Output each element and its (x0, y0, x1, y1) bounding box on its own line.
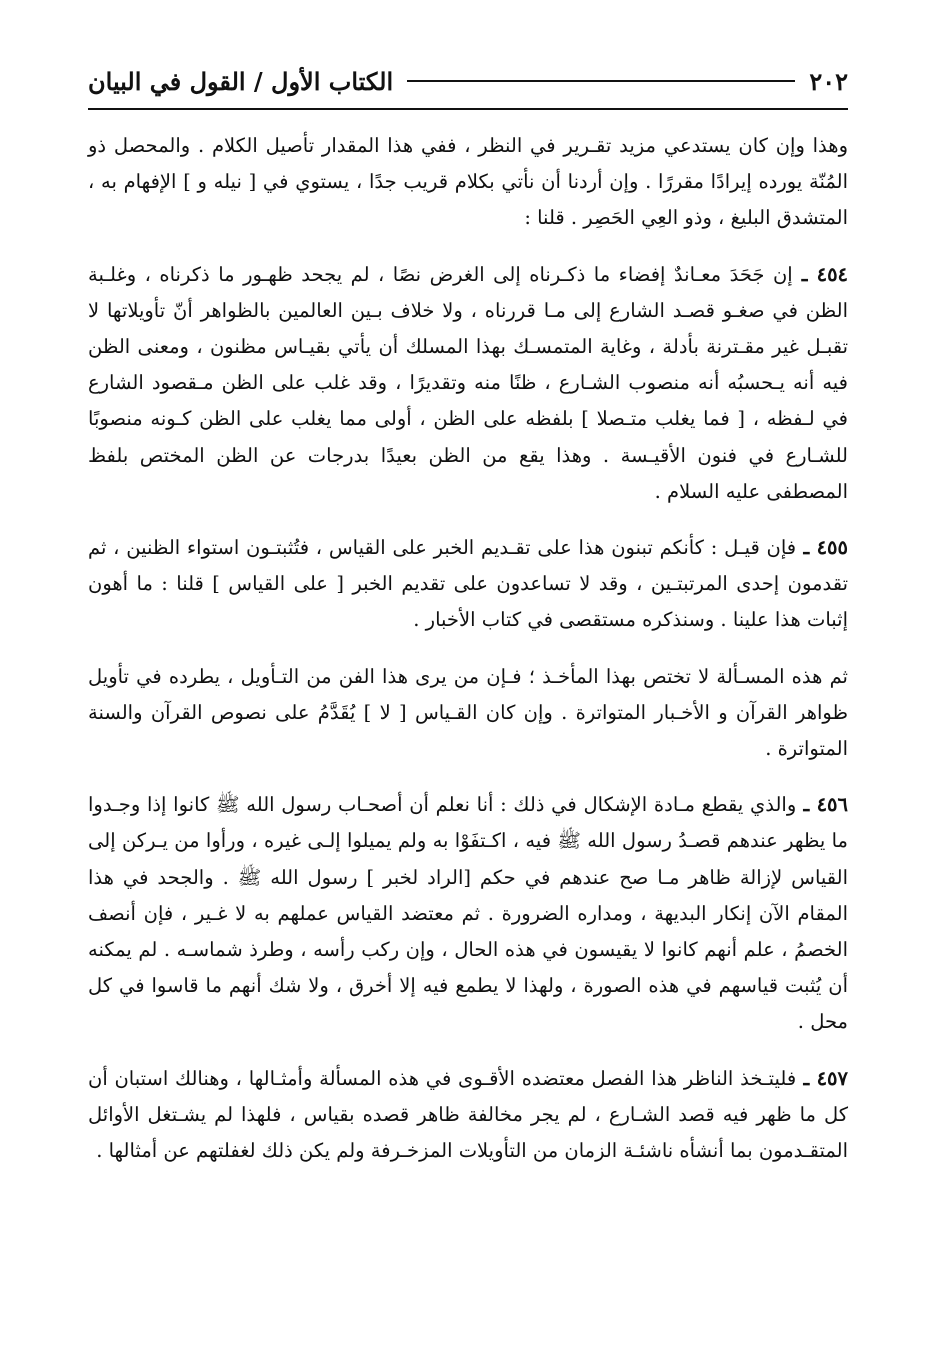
running-header (88, 58, 848, 104)
paragraph-number: ٤٥٧ ـ (796, 1066, 848, 1090)
paragraph-intro (88, 128, 848, 237)
page-number: ٢٠٢ (809, 66, 848, 96)
paragraph-number: ٤٥٥ ـ (796, 536, 848, 560)
paragraph-455 (88, 530, 848, 639)
chapter-title: الكتاب الأول / القول في البيان (88, 66, 394, 96)
paragraph-text: وهذا وإن كان يستدعي مزيد تقـرير في النظر ، ففي هذا المقدار تأصيل الكلام . والمحصل ذو المُنّة يورده إيرادًا مقررًا . وإن أردنا أن نأتي بكلام قريب جدًا ، يستوي في [ نيله و ] الإفهام به ، المتشدق البليغ ، وذو العِي الحَصِر . قلنا : (88, 134, 848, 230)
header-divider (88, 108, 848, 110)
paragraph-text: فليتـخذ الناظر هذا الفصل معتضده الأقـوى في هذه المسألة وأمثـالها ، وهنالك استبان أن كل ما ظهر فيه قصد الشـارع ، لم يجر مخالفة ظاهر قصده بقياس ، فلهذا لم يشـتغل الأوائل المتقـدمون بما أنشأه ناشئـة الزمان من التأويلات المزخـرفة ولم يكن ذلك لغفلتهم عن أمثالها . (88, 1066, 848, 1163)
paragraph-text: والذي يقطع مـادة الإشكال في ذلك : أنا نعلم أن أصحـاب رسول الله ﷺ كانوا إذا وجـدوا ما يظهر عندهم قصـدُ رسول الله ﷺ فيه ، اكـتفَوْا به ولم يميلوا إلـى غيره ، ورأوا من يـركن إلى القياس لإزالة ظاهر مـا صح عندهم في حكم [الراد لخبر ] رسول الله ﷺ . والجحد في هذا المقام الآن إنكار البديهة ، ومداره الضرورة . ثم معتضد القياس عملهم به لا غـير ، فإن أنصف الخصمُ ، علم أنهم كانوا لا يقيسون في هذه الحال ، وإن ركب رأسه ، وطرذ شماسـه . لم يمكنه أن يُثبت قياسهم في هذه الصورة ، ولهذا لا يطمع فيه إلا أخرق ، ولا شك أنهم ما قاسوا في كل محل . (88, 793, 848, 1034)
paragraph-455-continued (88, 659, 848, 768)
paragraph-number: ٤٥٦ ـ (796, 793, 848, 817)
paragraph-number: ٤٥٤ ـ (792, 262, 849, 286)
paragraph-text: ثم هذه المسـألة لا تختص بهذا المأخـذ ؛ فـإن من يرى هذا الفن من التـأويل ، يطرده في تأويل ظواهر القرآن و الأخـبار المتواترة . وإن كان القـياس [ لا ] يُقَدَّمُ على نصوص القرآن والسنة المتواترة . (88, 664, 848, 761)
paragraph-text: إن جَحَدَ معـاندٌ إفضاء ما ذكـرناه إلى الغرض نصًا ، لم يجحد ظهـور ما ذكرناه ، وغلـبة الظن في صغـو قصـد الشارع إلى مـا قررناه ، ولا خلاف بـين العالمين بالظواهر أنّ تأويلاتها لا تقبـل غير مقـترنة بأدلة ، وغاية المتمسـك بهذا المسلك أن يأتي بقيـاس مظنون ، ومعنى الظن فيه أنه يـحسبُه أنه منصوب الشـارع ، ظنًا منه وتقديرًا ، وقد غلب على الظن مـقصود الشارع في لـفظه ، [ فما يغلب متـصلا ] بلفظه على الظن ، أولى مما يغلب على الظن كـونه منصوبًا للشـارع في فنون الأقيـسة . وهذا يقع من الظن بعيدًا بدرجات عن الظن المختص بلفظ المصطفى عليه السلام . (88, 262, 848, 503)
paragraph-text: فإن قيـل : كأنكم تبنون هذا على تقـديم الخبر على القياس ، فتُثبتـون استواء الظنين ، ثم تقدمون إحدى المرتبتـين ، وقد لا تساعدون على تقديم الخبر [ على القياس ] قلنا : ما أهون إثبات هذا علينا . وسنذكره مستقصى في كتاب الأخبار . (88, 536, 848, 632)
page-body (88, 128, 848, 1189)
paragraph-456 (88, 787, 848, 1040)
paragraph-457 (88, 1061, 848, 1170)
header-rule (407, 80, 795, 82)
paragraph-454 (88, 257, 848, 510)
